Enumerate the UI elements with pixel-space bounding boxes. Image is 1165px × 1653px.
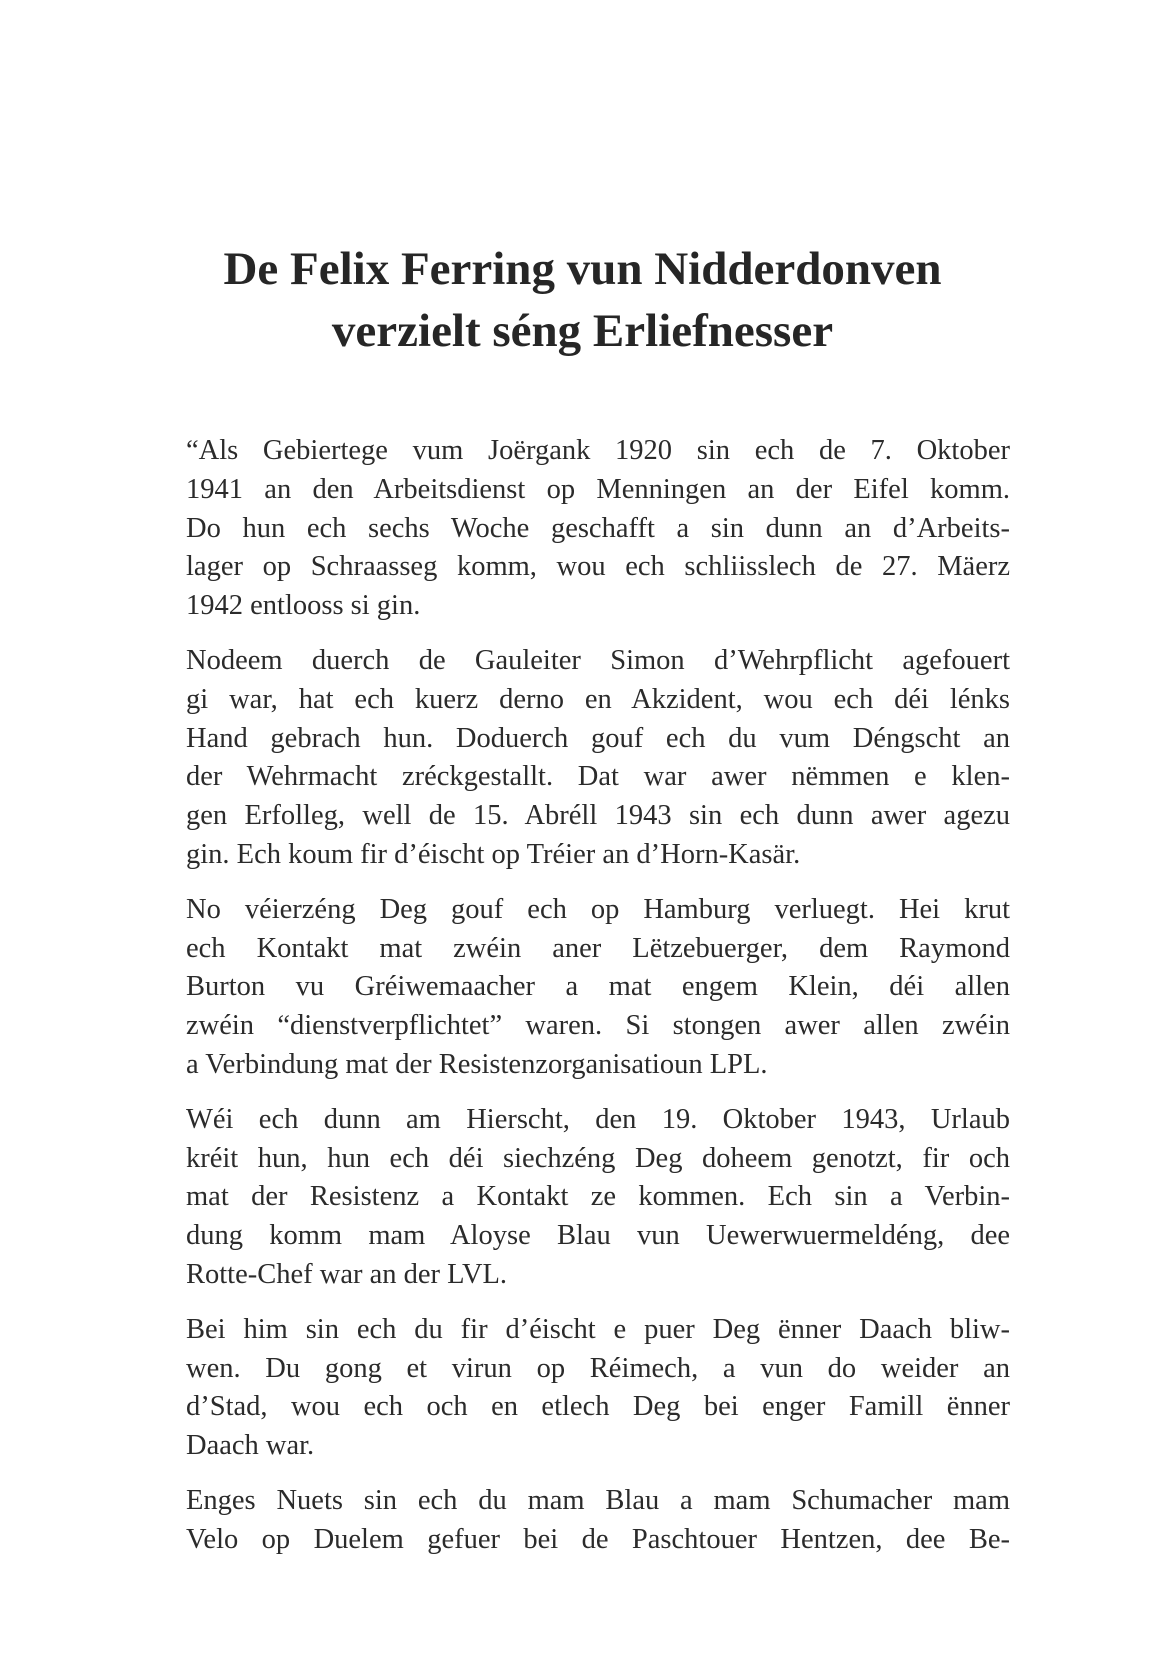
text-line: Burton vu Gréiwemaacher a mat engem Klein, déi allen [186,971,1010,1003]
text-line: der Wehrmacht zréckgestallt. Dat war awer nëmmen e klen- [186,761,1010,793]
text-line: a Verbindung mat der Resistenzorganisatioun LPL. [186,1048,768,1080]
text-line: kréit hun, hun ech déi siechzéng Deg doheem genotzt, fir och [186,1142,1010,1174]
text-line: 1942 entlooss si gin. [186,590,421,622]
text-line: ech Kontakt mat zwéin aner Lëtzebuerger, dem Raymond [186,932,1010,964]
text-line: mat der Resistenz a Kontakt ze kommen. Ech sin a Verbin- [186,1181,1010,1213]
text-line: Rotte-Chef war an der LVL. [186,1258,508,1290]
paragraph [186,642,1010,875]
text-line: lager op Schraasseg komm, wou ech schliisslech de 27. Mäerz [186,551,1010,583]
text-line: Bei him sin ech du fir d’éischt e puer Deg ënner Daach bliw- [186,1313,1010,1345]
text-line: Hand gebrach hun. Doduerch gouf ech du vum Déngscht an [186,722,1010,754]
text-line: gi war, hat ech kuerz derno en Akzident, wou ech déi lénks [186,683,1010,715]
text-line: No véierzéng Deg gouf ech op Hamburg verluegt. Hei krut [186,893,1010,925]
paragraph [186,1101,1010,1295]
paragraph [186,891,1010,1085]
text-line: d’Stad, wou ech och en etlech Deg bei enger Famill ënner [186,1391,1010,1423]
title-line-1: De Felix Ferring vun Nidderdonven [223,243,942,295]
text-line: zwéin “dienstverpflichtet” waren. Si stongen awer allen zwéin [186,1010,1010,1042]
text-line: 1941 an den Arbeitsdienst op Menningen an der Eifel komm. [186,473,1010,505]
text-line: Do hun ech sechs Woche geschafft a sin dunn an d’Arbeits- [186,512,1010,544]
text-line: gen Erfolleg, well de 15. Abréll 1943 sin ech dunn awer agezu [186,800,1010,832]
text-line: Daach war. [186,1430,315,1462]
text-line: Enges Nuets sin ech du mam Blau a mam Schumacher mam [186,1484,1010,1516]
text-line: “Als Gebiertege vum Joërgank 1920 sin ech de 7. Oktober [186,435,1010,466]
article-body [186,432,1010,1576]
text-line: gin. Ech koum fir d’éischt op Tréier an d’Horn-Kasär. [186,838,801,870]
text-line: dung komm mam Aloyse Blau vun Uewerwuermeldéng, dee [186,1220,1010,1252]
title-line-2: verzielt séng Erliefnesser [331,305,834,357]
text-line: wen. Du gong et virun op Réimech, a vun do weider an [186,1352,1010,1384]
paragraph [186,1482,1010,1560]
text-line: Nodeem duerch de Gauleiter Simon d’Wehrpflicht agefouert [186,644,1010,676]
text-line: Velo op Duelem gefuer bei de Paschtouer Hentzen, dee Be- [186,1523,1010,1555]
article-title [0,238,1165,362]
text-line: Wéi ech dunn am Hierscht, den 19. Oktober 1943, Urlaub [186,1103,1010,1135]
paragraph [186,432,1010,626]
paragraph [186,1311,1010,1466]
